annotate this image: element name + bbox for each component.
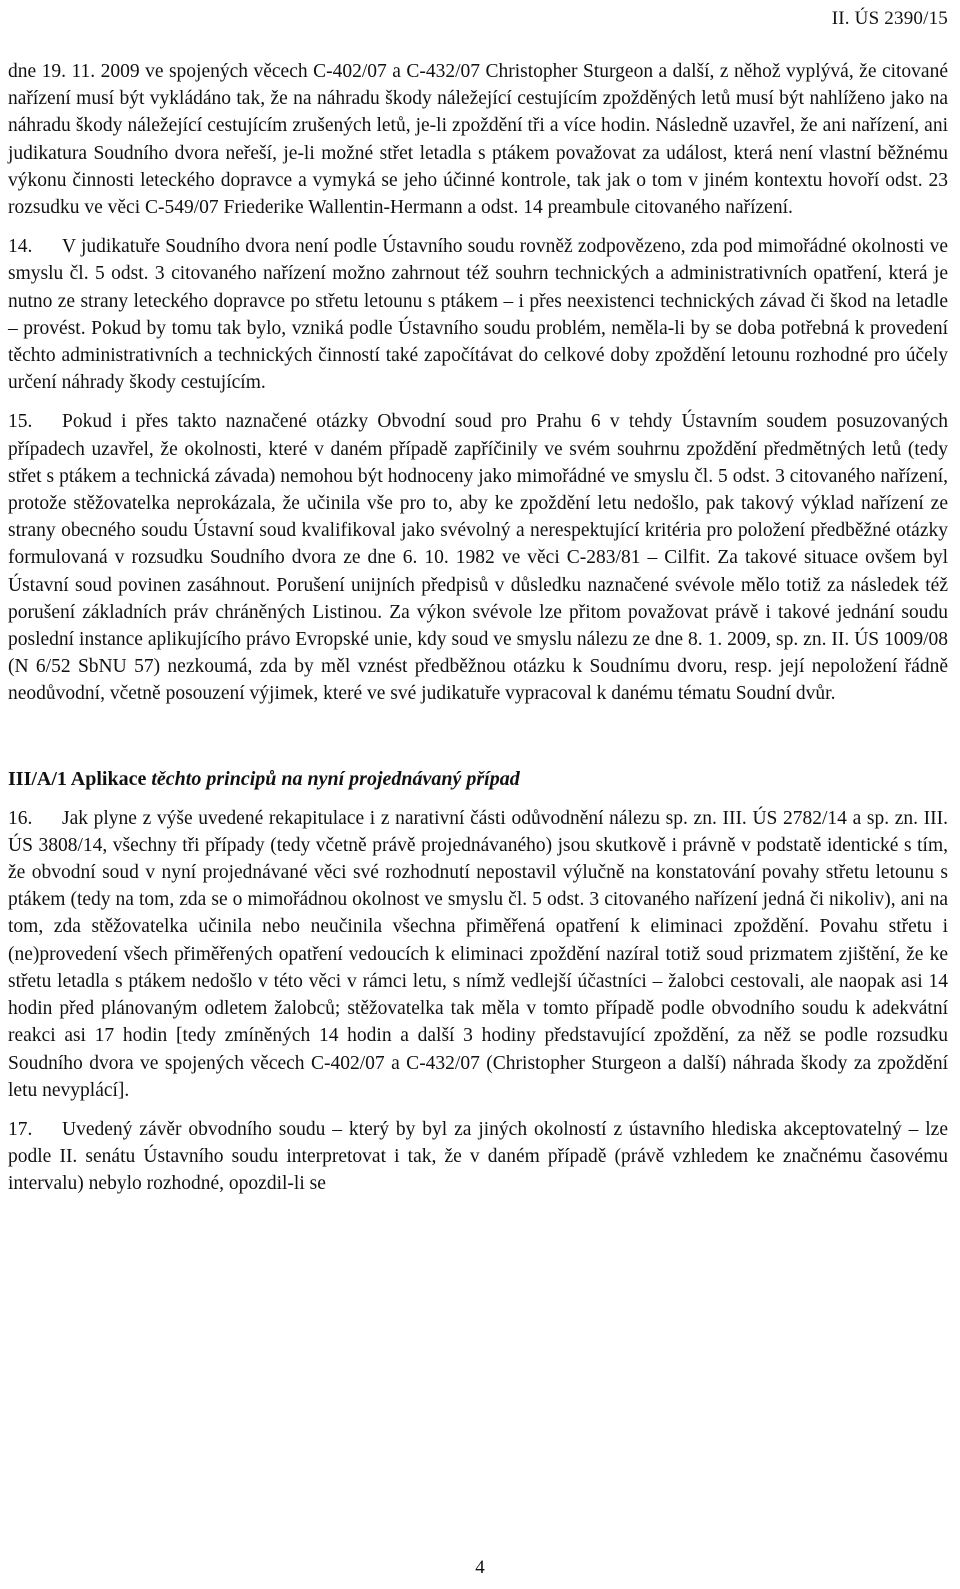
paragraph-17 bbox=[8, 1116, 948, 1198]
paragraph-15 bbox=[8, 408, 948, 707]
paragraph-text: dne 19. 11. 2009 ve spojených věcech C-402/07 a C-432/07 Christopher Sturgeon a další, z něhož vyplývá, že citované nařízení musí být vykládáno tak, že na náhradu škody náležející cestujícím zpožděných letů musí být nahlíženo jako na náhradu škody náležející cestujícím zrušených letů, je-li zpoždění tři a více hodin. Následně uzavřel, že ani nařízení, ani judikatura Soudního dvora neřeší, je-li možné střet letadla s ptákem považovat za událost, která není vlastní běžnému výkonu činnosti leteckého dopravce a vymyká se jeho účinné kontrole, tak jak o tom v jiném kontextu hovoří odst. 23 rozsudku ve věci C-549/07 Friederike Wallentin-Hermann a odst. 14 preambule citovaného nařízení. bbox=[8, 61, 948, 219]
paragraph-text: Jak plyne z výše uvedené rekapitulace i z narativní části odůvodnění nálezu sp. zn. III. ÚS 2782/14 a sp. zn. III. ÚS 3808/14, všechny tři případy (tedy včetně právě projednávaného) jsou skutkově i právně v podstatě identické s tím, že obvodní soud v nyní projednávané věci své rozhodnutí nepostavil výlučně na konstatování povahy střetu letounu s ptákem (tedy na tom, zda se o mimořádnou okolnost ve smyslu čl. 5 odst. 3 citovaného nařízení jedná či nikoliv), ani na tom, zda stěžovatelka učinila nebo neučinila všechna přiměřená opatření k eliminaci zpoždění. Povahu střetu i (ne)provedení všech přiměřených opatření vedoucích k eliminaci zpoždění nazíral totiž soud prizmatem zjištění, že ke střetu letadla s ptákem nedošlo v této věci v rámci letu, s nímž vedlejší účastníci – žalobci cestovali, ale naopak asi 14 hodin před plánovaným odletem žalobců; stěžovatelka tak měla v tomto případě podle obvodního soudu k adekvátní reakci asi 17 hodin [tedy zmíněných 14 hodin a další 3 hodiny představující zpoždění, za něž se podle rozsudku Soudního dvora ve spojených věcech C-402/07 a C-432/07 (Christopher Sturgeon a další) náhrada škody za zpoždění letu nevyplácí]. bbox=[8, 807, 948, 1101]
paragraph-text: V judikatuře Soudního dvora není podle Ústavního soudu rovněž zodpovězeno, zda pod mimořádné okolnosti ve smyslu čl. 5 odst. 3 citovaného nařízení možno zahrnout též souhrn technických a administrativních opatření, která je nutno ze strany leteckého dopravce po střetu letounu s ptákem – i přes neexistenci technických závad či škod na letadle – provést. Pokud by tomu tak bylo, vzniká podle Ústavního soudu problém, neměla-li by se doba potřebná k provedení těchto administrativních a technických činností také započítávat do celkové doby zpoždění letounu rozhodné pro účely určení náhrady škody cestujícím. bbox=[8, 236, 948, 394]
case-number-header: II. ÚS 2390/15 bbox=[831, 8, 948, 29]
paragraph-number: 15. bbox=[8, 411, 33, 433]
paragraph-number: 17. bbox=[8, 1118, 33, 1140]
section-heading-bold: III/A/1 Aplikace bbox=[8, 767, 152, 790]
paragraph-16 bbox=[8, 805, 948, 1104]
document-body bbox=[8, 58, 948, 1210]
page-number: 4 bbox=[475, 1557, 485, 1578]
paragraph-text: Uvedený závěr obvodního soudu – který by byl za jiných okolností z ústavního hlediska akceptovatelný – lze podle II. senátu Ústavního soudu interpretovat i tak, že v daném případě (právě vzhledem ke značnému časovému intervalu) nebylo rozhodné, opozdil-li se bbox=[8, 1118, 948, 1195]
paragraph-continuation bbox=[8, 58, 948, 221]
paragraph-number: 14. bbox=[8, 236, 33, 258]
paragraph-number: 16. bbox=[8, 807, 33, 829]
section-heading-italic: těchto principů na nyní projednávaný případ bbox=[151, 767, 520, 790]
paragraph-text: Pokud i přes takto naznačené otázky Obvodní soud pro Prahu 6 v tehdy Ústavním soudem posuzovaných případech uzavřel, že okolnosti, které v daném případě zapříčinily ve svém souhrnu zpoždění předmětných letů (tedy střet s ptákem a technická závada) nemohou být hodnoceny jako mimořádné ve smyslu čl. 5 odst. 3 citovaného nařízení, protože stěžovatelka neprokázala, že učinila vše pro to, aby ke zpoždění letu nedošlo, pak takový výklad nařízení ze strany obecného soudu Ústavní soud kvalifikoval jako svévolný a nerespektující kritéria pro položení předběžné otázky formulovaná v rozsudku Soudního dvora ze dne 6. 10. 1982 ve věci C-283/81 – Cilfit. Za takové situace ovšem byl Ústavní soud povinen zasáhnout. Porušení unijních předpisů v důsledku naznačené svévole mělo totiž za následek též porušení základních práv chráněných Listinou. Za výkon svévole lze přitom považovat právě i takové jednání soudu poslední instance aplikujícího právo Evropské unie, kdy soud ve smyslu nálezu ze dne 8. 1. 2009, sp. zn. II. ÚS 1009/08 (N 6/52 SbNU 57) nezkoumá, zda by měl vznést předběžnou otázku k Soudnímu dvoru, resp. její nepoložení řádně neodůvodní, včetně posouzení výjimek, které ve své judikatuře vypracoval k danému tématu Soudní dvůr. bbox=[8, 411, 948, 705]
paragraph-14 bbox=[8, 233, 948, 396]
section-heading bbox=[8, 766, 948, 793]
